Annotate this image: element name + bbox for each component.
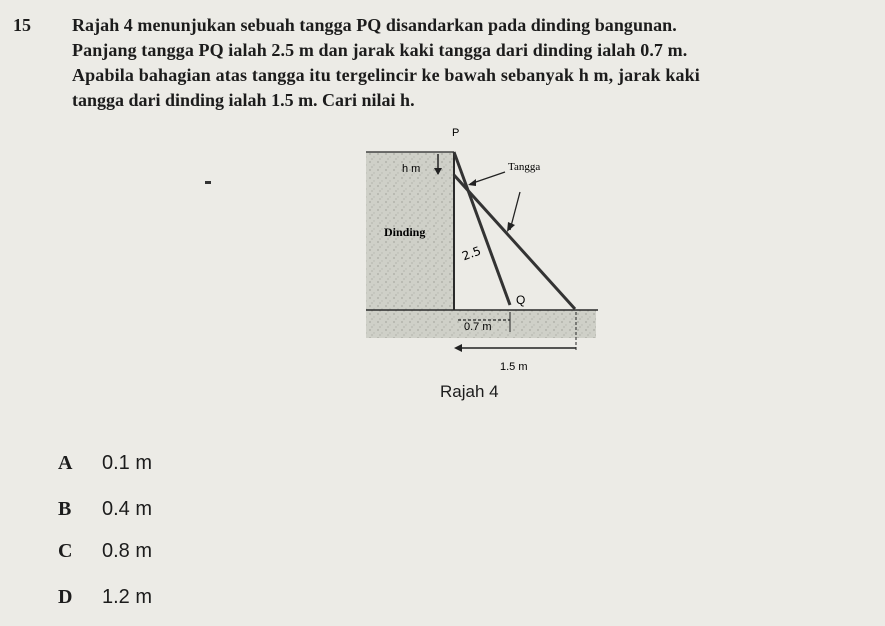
option-letter: D [58, 586, 73, 608]
label-tangga: Tangga [508, 161, 541, 173]
figure-caption: Rajah 4 [440, 382, 499, 401]
option-letter: C [58, 540, 73, 562]
question-text-line: tangga dari dinding ialah 1.5 m. Cari nilai h. [72, 90, 415, 110]
tangga-pointer-head [468, 179, 476, 186]
dim-15-head-left [454, 344, 462, 352]
label-h: h m [402, 163, 421, 175]
question-text-line: Apabila bahagian atas tangga itu tergelincir ke bawah sebanyak h m, jarak kaki [72, 65, 700, 85]
option-letter: A [58, 452, 73, 474]
question-text-line: Panjang tangga PQ ialah 2.5 m dan jarak kaki tangga dari dinding ialah 0.7 m. [72, 40, 688, 60]
option-value: 0.8 m [102, 540, 153, 562]
label-handwritten: 2.5 [460, 243, 483, 264]
label-q: Q [516, 293, 526, 307]
question-number: 15 [13, 15, 31, 35]
option-letter: B [58, 498, 72, 520]
option-value: 0.4 m [102, 498, 153, 520]
ladder-diagram [360, 120, 620, 410]
label-15: 1.5 m [500, 361, 528, 373]
option-value: 1.2 m [102, 586, 153, 608]
label-dinding: Dinding [384, 225, 426, 239]
tangga-pointer-2-head [507, 222, 515, 232]
question-text-line: Rajah 4 menunjukan sebuah tangga PQ disandarkan pada dinding bangunan. [72, 15, 677, 35]
option-value: 0.1 m [102, 452, 153, 474]
ladder-slipped [454, 175, 575, 309]
stray-mark [205, 181, 211, 184]
label-p: P [452, 127, 460, 139]
label-07: 0.7 m [464, 321, 492, 333]
